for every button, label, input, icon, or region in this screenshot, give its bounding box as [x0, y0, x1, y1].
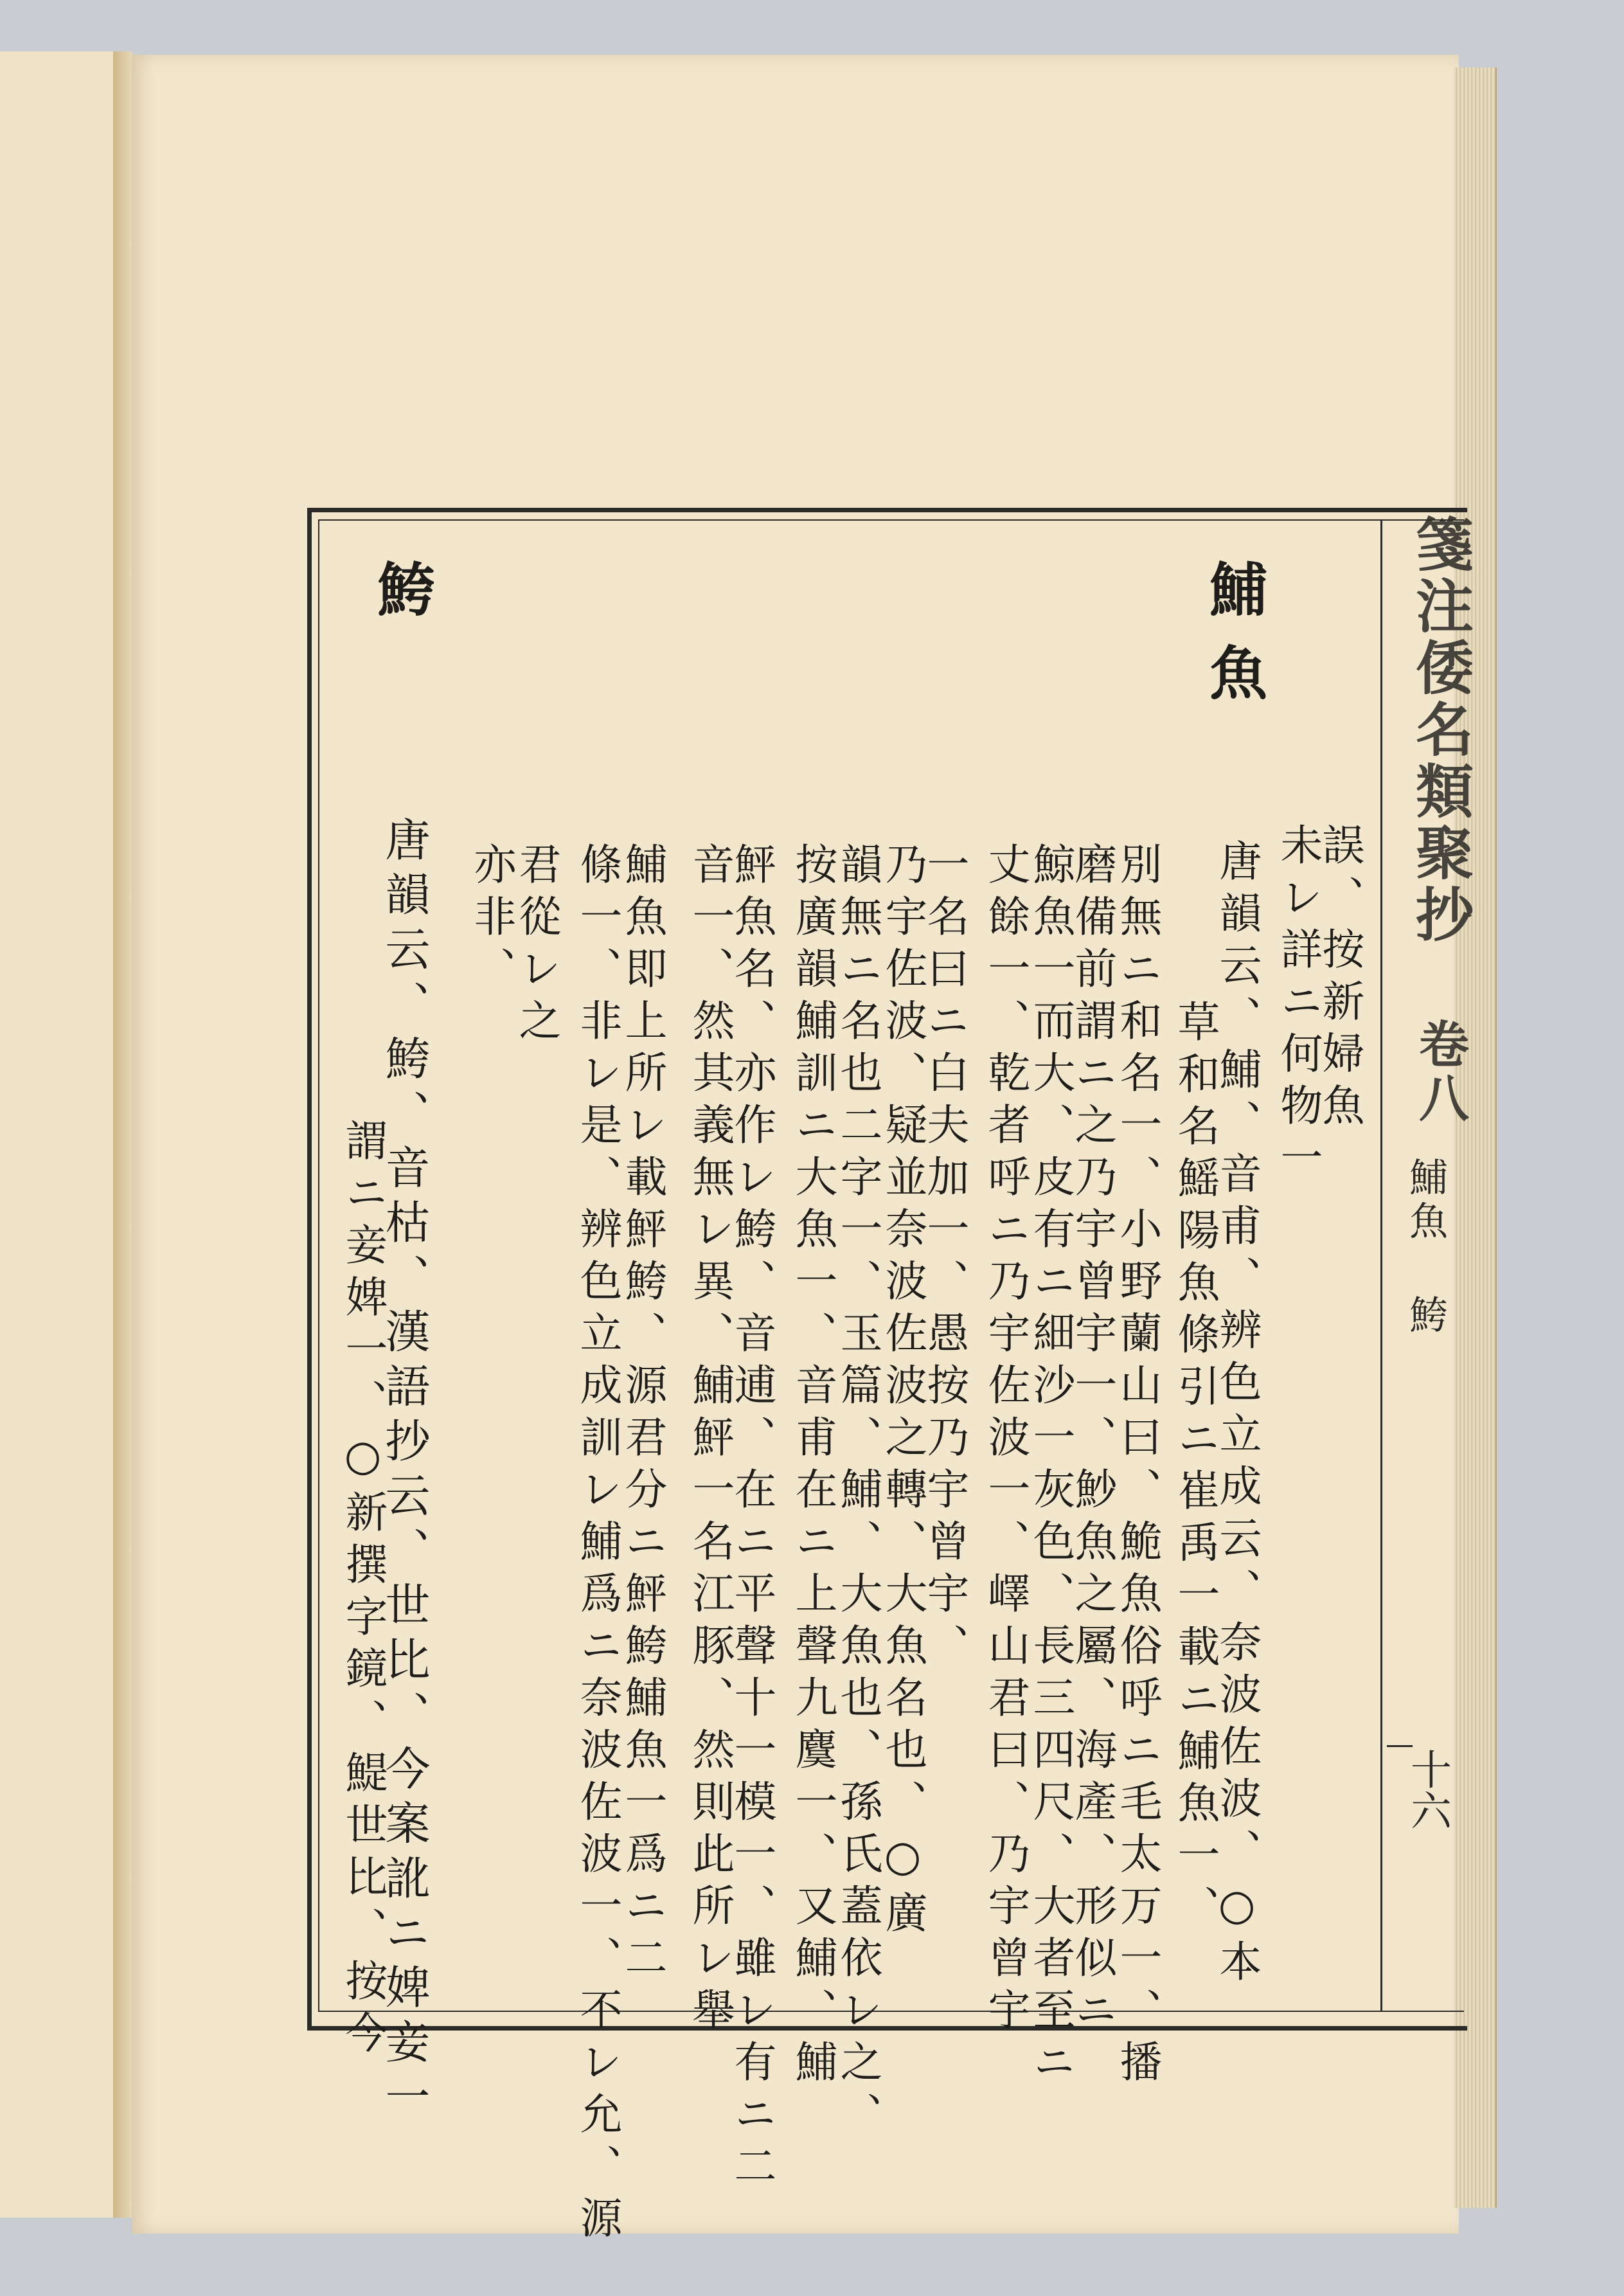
- section-label: 鯆魚 鮬: [1403, 1157, 1448, 1338]
- text-column: 丈餘一、乾者呼ニ乃宇佐波一、嶧山君曰、乃宇曾宇: [981, 842, 1030, 2040]
- text-column: 鯨魚一而大、皮有ニ細沙一灰色、長三四尺、大者至ニ: [1026, 842, 1075, 2092]
- entry-heading-ku: 鮬: [367, 559, 435, 643]
- text-column: 草和名鰩陽魚條引ニ崔禹一載ニ鯆魚一、: [1170, 1000, 1220, 1937]
- text-column: 君從レ之: [512, 842, 561, 1050]
- text-column: 鯆魚即上所レ載鮃鮬、源君分ニ鮃鮬鯆魚一爲ニ二: [618, 842, 667, 1987]
- volume-label: 卷八: [1411, 1018, 1469, 1126]
- text-column: 未レ詳ニ何物一: [1273, 823, 1323, 1187]
- text-column: 按廣韻鯆訓ニ大魚一、音甫在ニ上聲九麌一、又鯆、鯆: [788, 842, 837, 2092]
- text-column: 誤、按新婦魚: [1315, 823, 1364, 1135]
- text-column: 音一、然其義無レ異、鯆鮃一名江豚、然則此所レ舉: [685, 842, 735, 2040]
- text-column: 韻無ニ名也二字一、玉篇、鯆、大魚也、孫氏蓋依レ之、: [833, 842, 882, 2144]
- text-column: 唐韻云、鯆、音甫、辨色立成云、奈波佐波、○本: [1212, 839, 1262, 1991]
- text-column: 一名曰ニ白夫加一、愚按乃宇曾宇、: [920, 842, 969, 1675]
- book-title: 箋注倭名類聚抄: [1405, 514, 1474, 946]
- text-column: 鮃魚名、亦作レ鮬、音逋、在ニ平聲十一模一、雖レ有ニ二: [727, 842, 776, 2196]
- left-page: [0, 51, 126, 2218]
- text-column: 亦非、: [467, 842, 516, 998]
- running-title: [1398, 514, 1481, 1126]
- text-column: 乃宇佐波、疑並奈波佐波之轉、大魚名也、○廣: [878, 842, 927, 1942]
- book-spine: [113, 51, 132, 2218]
- folio-number: 十六: [1404, 1748, 1451, 1831]
- text-column: 唐韻云、鮬、音枯、漢語抄云、世比、今案訛ニ婢妾一: [378, 816, 431, 2128]
- text-column: 別無ニ和名一、小野蘭山曰、鮠魚俗呼ニ毛太万一、播: [1112, 842, 1162, 2092]
- folio-mark: [1387, 1745, 1413, 1747]
- text-column: 謂ニ妾婢一、○新撰字鏡、鯷世比、按今: [338, 1118, 388, 2063]
- entry-heading-puyu: 鯆魚: [1199, 559, 1267, 726]
- margin-rule: [1380, 521, 1382, 2011]
- text-column: 條一、非レ是、辨色立成訓レ鯆爲ニ奈波佐波一、不レ允、源: [573, 842, 622, 2248]
- text-column: 磨備前謂ニ之乃宇曾宇一、魦魚之屬、海產、形似ニ: [1067, 842, 1117, 2040]
